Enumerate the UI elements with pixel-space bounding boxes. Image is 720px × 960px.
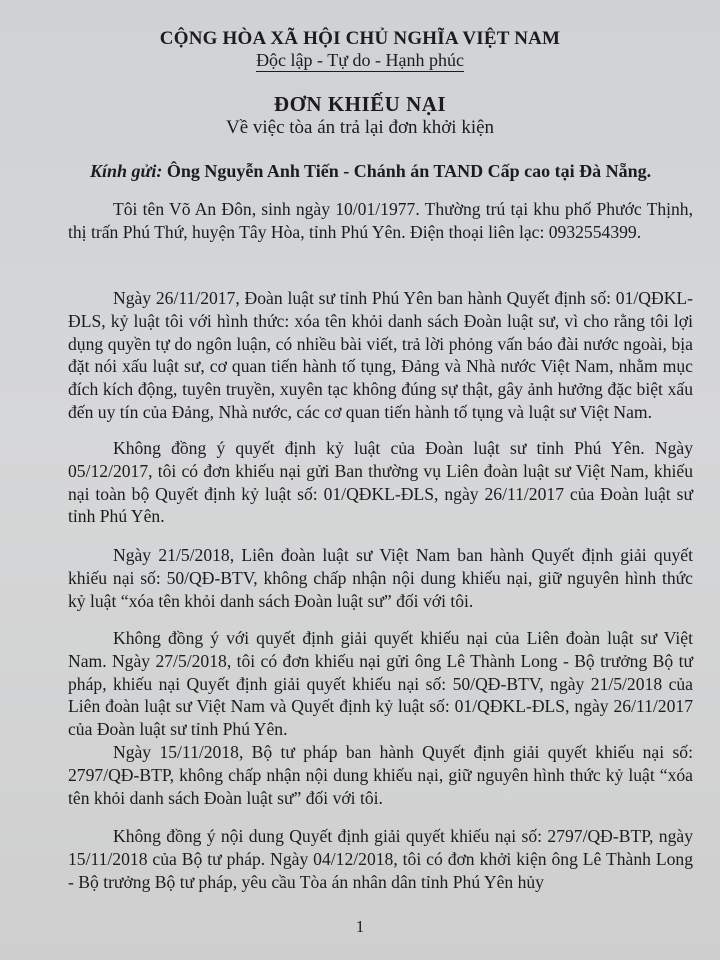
national-motto (0, 50, 720, 71)
document-title: ĐƠN KHIẾU NẠI (273, 92, 447, 116)
document-subtitle: Về việc tòa án trả lại đơn khởi kiện (225, 117, 495, 138)
paragraph-second-complaint: Không đồng ý với quyết định giải quyết khiếu nại của Liên đoàn luật sư Việt Nam. Ngày 27/5/2018, tôi có đơn khiếu nại gửi ông Lê Thành Long - Bộ trưởng Bộ tư pháp, khiếu nại Quyết định giải quyết khiếu nại số: 50/QĐ-BTV, ngày 21/5/2018 của Liên đoàn luật sư Việt Nam và Quyết định kỷ luật số: 01/QĐKL-ĐLS, ngày 26/11/2017 của Đoàn luật sư tỉnh Phú Yên. (68, 628, 693, 740)
national-title: CỘNG HÒA XÃ HỘI CHỦ NGHĨA VIỆT NAM (159, 28, 561, 49)
motto-text: Độc lập - Tự do - Hạnh phúc (256, 50, 464, 70)
paragraph-federation-decision: Ngày 21/5/2018, Liên đoàn luật sư Việt Nam ban hành Quyết định giải quyết khiếu nại số: 50/QĐ-BTV, không chấp nhận nội dung khiếu nại, giữ nguyên hình thức kỷ luật “xóa tên khỏi danh sách Đoàn luật sư” đối với tôi. (68, 545, 693, 611)
addressee-line (90, 161, 690, 182)
paragraph-lawsuit: Không đồng ý nội dung Quyết định giải quyết khiếu nại số: 2797/QĐ-BTP, ngày 15/11/2018 của Bộ tư pháp. Ngày 04/12/2018, tôi có đơn khởi kiện ông Lê Thành Long - Bộ trưởng Bộ tư pháp, yêu cầu Tòa án nhân dân tỉnh Phú Yên hủy (68, 826, 693, 892)
addressee-name: Ông Nguyễn Anh Tiến - Chánh án TAND Cấp cao tại Đà Nẵng. (166, 161, 652, 181)
addressee-label: Kính gửi: (90, 161, 163, 181)
paragraph-first-complaint: Không đồng ý quyết định kỷ luật của Đoàn luật sư tỉnh Phú Yên. Ngày 05/12/2017, tôi có đơn khiếu nại gửi Ban thường vụ Liên đoàn luật sư Việt Nam, khiếu nại toàn bộ Quyết định kỷ luật số: 01/QĐKL-ĐLS, ngày 26/11/2017 của Đoàn luật sư tỉnh Phú Yên. (68, 438, 693, 527)
paragraph-ministry-decision: Ngày 15/11/2018, Bộ tư pháp ban hành Quyết định giải quyết khiếu nại số: 2797/QĐ-BTP, không chấp nhận nội dung khiếu nại, giữ nguyên hình thức kỷ luật “xóa tên khỏi danh sách Đoàn luật sư” đối với tôi. (68, 742, 693, 808)
page-number: 1 (355, 917, 365, 936)
paragraph-personal-info: Tôi tên Võ An Đôn, sinh ngày 10/01/1977. Thường trú tại khu phố Phước Thịnh, thị trấn Phú Thứ, huyện Tây Hòa, tỉnh Phú Yên. Điện thoại liên lạc: 0932554399. (68, 199, 693, 242)
paragraph-disciplinary-decision: Ngày 26/11/2017, Đoàn luật sư tỉnh Phú Yên ban hành Quyết định số: 01/QĐKL-ĐLS, kỷ luật tôi với hình thức: xóa tên khỏi danh sách Đoàn luật sư, vì cho rằng tôi lợi dụng quyền tự do ngôn luận, có nhiều bài viết, trả lời phỏng vấn báo đài nước ngoài, bịa đặt nói xấu luật sư, cơ quan tiến hành tố tụng, Đảng và Nhà nước Việt Nam, nhằm mục đích kích động, tuyên truyền, xuyên tạc không đúng sự thật, gây ảnh hưởng đặc biệt xấu đến uy tín của Đảng, Nhà nước, các cơ quan tiến hành tố tụng và luật sư Việt Nam. (68, 288, 693, 422)
